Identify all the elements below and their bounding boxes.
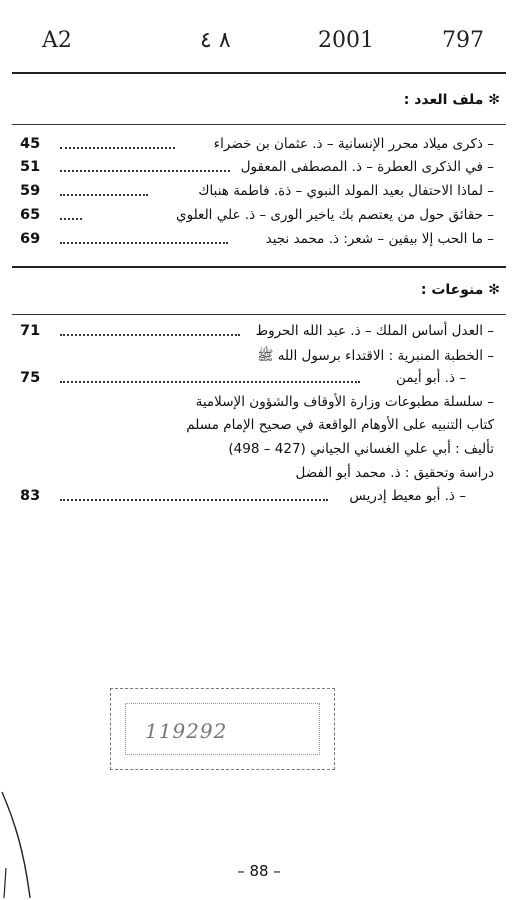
- toc-entry[interactable]: [20, 370, 494, 392]
- toc-entry-title: – في الذكرى العطرة – ذ. المصطفى المعقول: [240, 159, 494, 175]
- toc-entry[interactable]: [20, 488, 494, 510]
- library-stamp: [110, 688, 335, 770]
- toc-entry-title: – العدل أساس الملك – ذ. عبد الله الحروط: [255, 323, 494, 339]
- page-number: – 88 –: [237, 862, 281, 880]
- toc-entry-title: – ذ. أبو معيط إدريس: [349, 488, 466, 504]
- leader-dots: [60, 242, 228, 244]
- top-rule: [12, 72, 506, 74]
- toc-entry[interactable]: [20, 159, 494, 181]
- section-heading-issue-file: ✻ ملف العدد :: [403, 92, 500, 108]
- toc-entry-title: – ما الحب إلا بيقين – شعر: ذ. محمد نجيد: [265, 231, 494, 247]
- toc-entry-title: – سلسلة مطبوعات وزارة الأوقاف والشؤون الإسلامية: [195, 394, 494, 410]
- toc-entry-page: 75: [20, 370, 41, 386]
- toc-entry[interactable]: [20, 231, 494, 253]
- toc-entry-page: 71: [20, 323, 41, 339]
- section1-rule: [12, 124, 506, 125]
- toc-entry-page: 69: [20, 231, 41, 247]
- stamp-number: 119292: [145, 719, 228, 743]
- leader-dots: [60, 194, 148, 196]
- star-icon: ✻: [488, 282, 500, 298]
- pen-scribble-icon: [0, 790, 40, 900]
- toc-entry-title: – ذ. أبو أيمن: [396, 370, 466, 386]
- toc-entry[interactable]: [20, 323, 494, 345]
- section-divider-rule: [12, 266, 506, 268]
- toc-entry-title: – حقائق حول من يعتصم بك ياخير الورى – ذ. علي العلوي: [176, 207, 494, 223]
- toc-entry[interactable]: [20, 136, 494, 158]
- toc-entry-page: 45: [20, 136, 41, 152]
- leader-dots: [60, 147, 175, 149]
- toc-entry-title: – لماذا الاحتفال بعيد المولد النبوي – ذة. فاطمة هنباك: [198, 183, 494, 199]
- toc-entry-editor-line: دراسة وتحقيق : ذ. محمد أبو الفضل: [295, 465, 494, 481]
- handwritten-mark-center-a: ٨ ٤: [200, 28, 231, 53]
- toc-entry-page: 83: [20, 488, 41, 504]
- toc-entry-title: – الخطبة المنبرية : الاقتداء برسول الله ﷺ: [257, 348, 494, 364]
- leader-dots: [60, 334, 240, 336]
- section2-rule: [12, 314, 506, 315]
- toc-entry-title: – ذكرى ميلاد محرر الإنسانية – ذ. عثمان بن خضراء: [213, 136, 494, 152]
- toc-entry-subtitle: كتاب التنبيه على الأوهام الواقعة في صحيح الإمام مسلم: [186, 417, 494, 433]
- toc-entry-author-line: تأليف : أبي علي الغساني الجياني (427 – 498): [228, 441, 494, 457]
- leader-dots: [60, 381, 360, 383]
- leader-dots: [60, 499, 328, 501]
- handwritten-mark-left: A2: [42, 28, 72, 53]
- toc-entry[interactable]: [20, 183, 494, 205]
- section-heading-miscellany: ✻ منوعات :: [420, 282, 500, 298]
- handwritten-mark-year: 2001: [318, 28, 374, 53]
- toc-entry-page: 65: [20, 207, 41, 223]
- star-icon: ✻: [488, 92, 500, 108]
- leader-dots: [60, 218, 82, 220]
- toc-entry[interactable]: [20, 207, 494, 229]
- toc-entry-page: 59: [20, 183, 41, 199]
- toc-entry-page: 51: [20, 159, 41, 175]
- leader-dots: [60, 170, 230, 172]
- handwritten-mark-right: 797: [442, 28, 484, 53]
